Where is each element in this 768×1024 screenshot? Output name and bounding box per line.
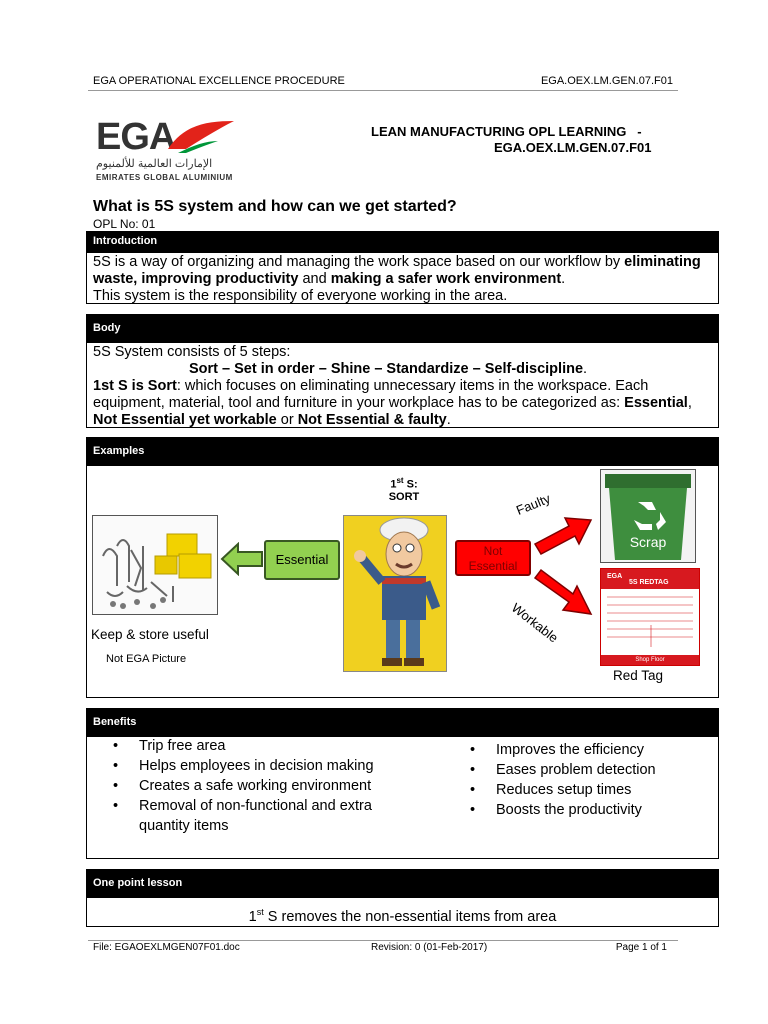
lesson-sup: st xyxy=(256,907,264,917)
faulty-arrow-icon xyxy=(533,512,593,556)
logo-flag-icon xyxy=(166,119,236,153)
opl-title-line1: LEAN MANUFACTURING OPL LEARNING - xyxy=(371,124,642,139)
sort-s: S: xyxy=(403,478,418,491)
list-item: • Trip free area xyxy=(113,736,413,756)
header-divider xyxy=(88,90,678,91)
sort-label: SORT xyxy=(388,490,420,503)
essential-box: Essential xyxy=(264,540,340,580)
hardware-tools-icon xyxy=(93,516,217,614)
benefits-heading: Benefits xyxy=(86,708,719,736)
keep-label: Keep & store useful xyxy=(91,627,209,642)
not-ega-label: Not EGA Picture xyxy=(106,653,187,665)
doc-header-title: EGA OPERATIONAL EXCELLENCE PROCEDURE xyxy=(93,75,345,87)
left-arrow-icon xyxy=(220,542,264,576)
intro-text-1: 5S is a way of organizing and managing the work space based on our workflow by xyxy=(93,254,625,270)
red-tag-header xyxy=(601,569,699,589)
tools-image xyxy=(92,515,218,615)
category-faulty: Not Essential & faulty xyxy=(297,412,447,428)
examples-heading: Examples xyxy=(86,437,719,465)
footer-divider xyxy=(88,940,678,941)
doc-header-code: EGA.OEX.LM.GEN.07.F01 xyxy=(540,75,673,87)
benefits-right-list xyxy=(470,740,710,820)
red-tag-brand: EGA xyxy=(607,573,623,580)
sort-number: 1 xyxy=(390,478,397,491)
logo-mark: EGA xyxy=(96,116,176,158)
worker-image xyxy=(343,515,447,672)
red-tag-footer: Shop Floor xyxy=(601,655,699,665)
intro-bold-1: eliminating waste, improving productivity xyxy=(93,254,701,287)
not-essential-line2: Essential xyxy=(468,559,518,573)
body-sep-2: or xyxy=(276,412,298,428)
sort-heading xyxy=(372,476,436,503)
body-end: . xyxy=(446,412,451,428)
list-item: • Removal of non-functional and extra quantity items xyxy=(113,796,413,836)
introduction-box xyxy=(86,252,719,304)
red-tag-image xyxy=(600,568,700,666)
ega-logo xyxy=(96,117,246,187)
scrap-label: Scrap xyxy=(629,534,667,550)
red-tag-title: 5S REDTAG xyxy=(629,579,669,586)
logo-arabic: الإمارات العالمية للألمنيوم xyxy=(96,158,213,170)
lesson-text: S removes the non-essential items from area xyxy=(263,908,557,925)
lesson-box xyxy=(86,897,719,927)
body-first-s: 1st S is Sort xyxy=(93,378,177,394)
workable-label: Workable xyxy=(508,600,562,646)
body-sep-1: , xyxy=(687,395,692,411)
category-workable: Not Essential yet workable xyxy=(93,412,277,428)
category-essential: Essential xyxy=(624,395,688,411)
intro-text-4: This system is the responsibility of everyone working in the area. xyxy=(93,288,508,304)
intro-text-2: and xyxy=(298,271,331,287)
logo-english: EMIRATES GLOBAL ALUMINIUM xyxy=(96,173,233,182)
footer-revision: Revision: 0 (01-Feb-2017) xyxy=(371,942,488,953)
list-item: • Helps employees in decision making xyxy=(113,756,413,776)
introduction-heading: Introduction xyxy=(86,231,719,252)
footer-page: Page 1 of 1 xyxy=(615,942,667,953)
list-item: • Boosts the productivity xyxy=(470,800,710,820)
sort-sup: st xyxy=(396,476,404,485)
intro-text-3: . xyxy=(561,271,566,287)
not-essential-box xyxy=(455,540,531,576)
body-steps: Sort – Set in order – Shine – Standardize – Self-discipline xyxy=(189,361,584,377)
list-item: • Eases problem detection xyxy=(470,760,710,780)
opl-number: OPL No: 01 xyxy=(93,217,156,231)
body-intro-line: 5S System consists of 5 steps: xyxy=(93,344,291,360)
lesson-heading: One point lesson xyxy=(86,869,719,897)
list-item: • Creates a safe working environment xyxy=(113,776,413,796)
intro-bold-2: making a safer work environment xyxy=(330,271,562,287)
lesson-number: 1 xyxy=(248,908,257,925)
footer-file: File: EGAOEXLMGEN07F01.doc xyxy=(93,942,240,953)
red-tag-form-icon xyxy=(601,589,699,653)
body-steps-end: . xyxy=(583,361,588,377)
list-item: • Improves the efficiency xyxy=(470,740,710,760)
body-first-text: : which focuses on eliminating unnecessary items in the workspace. Each equipment, material, tool and furniture in your workplace has to be categorized as: xyxy=(93,378,649,411)
body-heading: Body xyxy=(86,314,719,342)
not-essential-line1: Not xyxy=(483,544,503,558)
workable-arrow-icon xyxy=(533,568,593,618)
body-box xyxy=(86,342,719,428)
page-title: What is 5S system and how can we get started? xyxy=(93,198,457,215)
benefits-left-list xyxy=(113,736,413,836)
opl-title-line2: EGA.OEX.LM.GEN.07.F01 xyxy=(494,140,652,155)
faulty-label: Faulty xyxy=(514,490,553,518)
scrap-bin-image xyxy=(600,469,696,563)
worker-mascot-icon xyxy=(344,516,446,671)
red-tag-label: Red Tag xyxy=(613,668,664,683)
list-item: • Reduces setup times xyxy=(470,780,710,800)
